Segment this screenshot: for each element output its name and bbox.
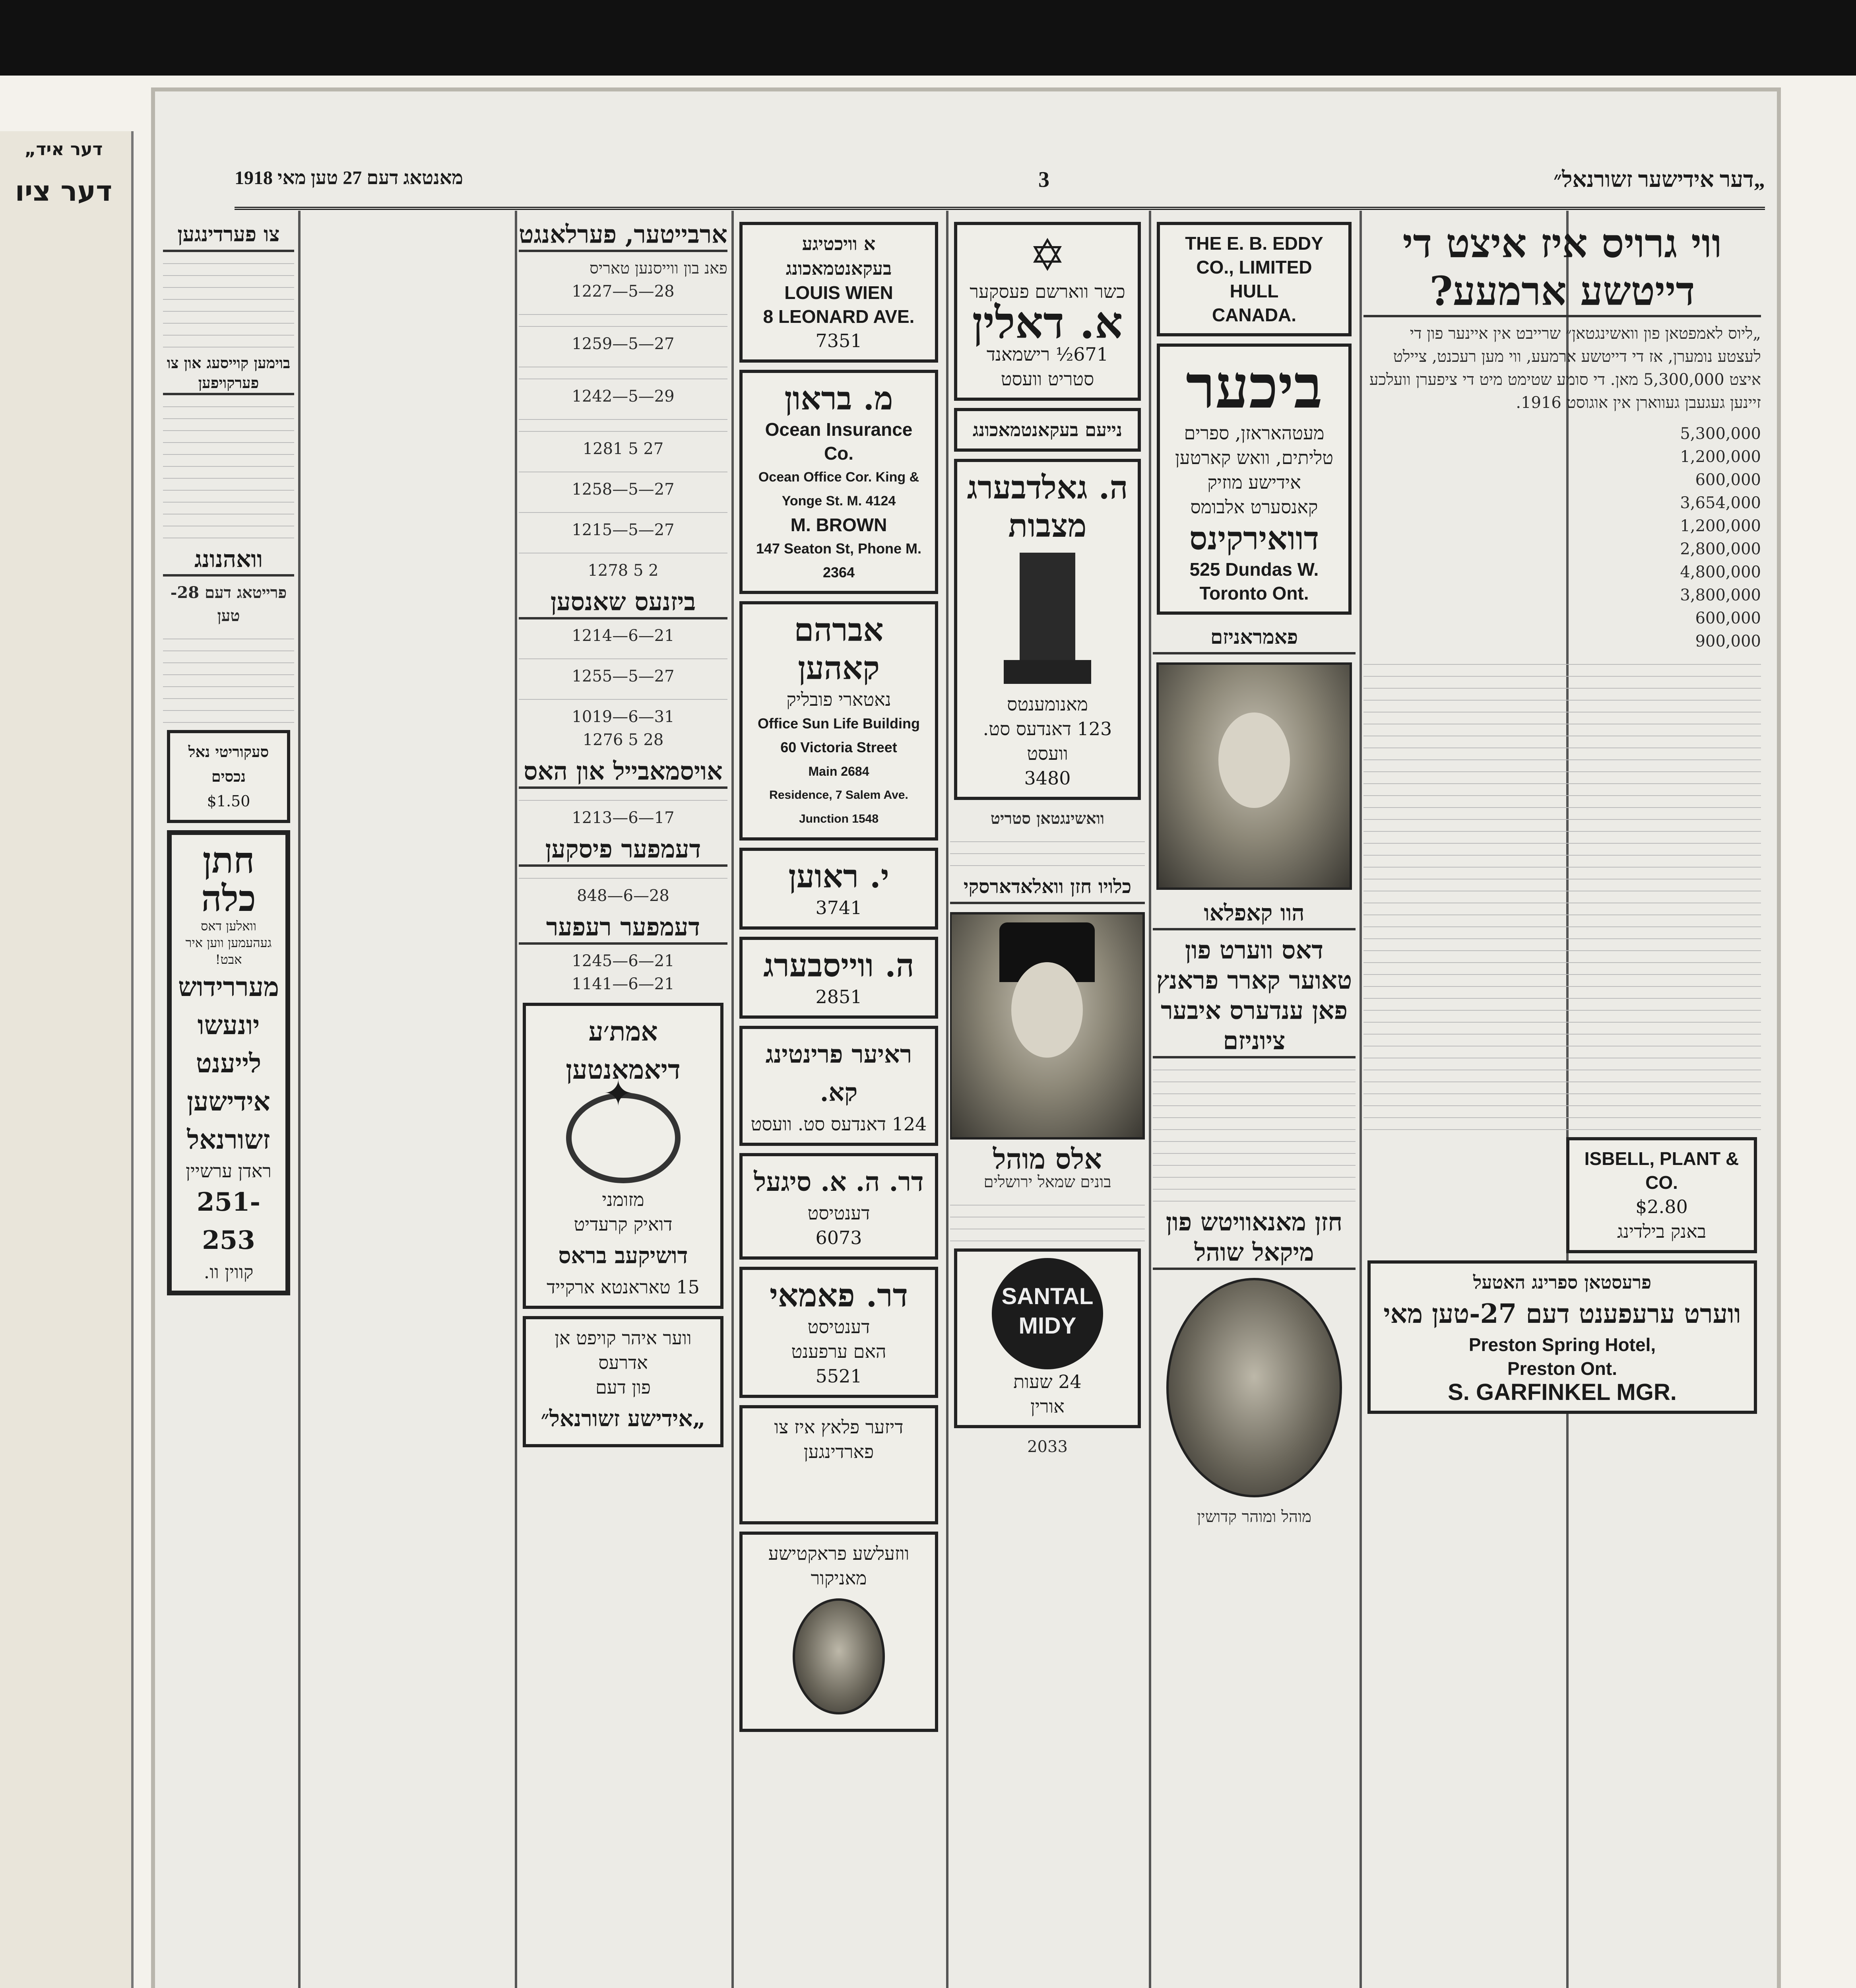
ad-pomerantz-sub: דענטיסט xyxy=(807,1316,870,1338)
ad-diamonds-address: 15 טאראנטא ארקייד xyxy=(547,1276,700,1298)
ad-eddy-line2: CO., LIMITED xyxy=(1196,257,1312,278)
ad-diamonds-shop: דושיקעב בראס xyxy=(558,1242,688,1269)
mohel-face xyxy=(1011,962,1083,1058)
phone-ref: 1141—6—21 xyxy=(572,975,675,993)
ad-wedding-phone: 251-253 xyxy=(196,1187,261,1255)
ad-brown2-title: י. ראוען xyxy=(788,858,889,895)
figure: 600,000 xyxy=(1695,471,1761,489)
ad-preston-town: Preston Ont. xyxy=(1507,1358,1617,1379)
phone-ref: 1258—5—27 xyxy=(572,480,675,499)
bottom-phone: 2033 xyxy=(1027,1438,1068,1456)
ad-brown-name: M. BROWN xyxy=(790,514,887,535)
column-rule xyxy=(946,211,948,1988)
santal-badge xyxy=(992,1258,1103,1369)
column-rule xyxy=(1149,211,1151,1988)
ad-segal-phone: 6073 xyxy=(815,1227,862,1248)
ad-insurance-address: 8 LEONARD AVE. xyxy=(763,306,915,327)
figure: 5,300,000 xyxy=(1680,425,1761,443)
ad-cohen-sub: נאטארי פובליק xyxy=(786,689,891,710)
ad-isbell xyxy=(1566,1137,1757,1253)
page-header xyxy=(235,159,1765,210)
ad-insurance-title: א וויכטיגע בעקאנטמאכונג xyxy=(785,233,892,279)
ad-brown xyxy=(739,370,938,594)
figure: 4,800,000 xyxy=(1680,563,1761,581)
ad-goldberg-title: ה. גאלדבערג xyxy=(967,469,1128,506)
ad-notice-title: נייעם בעקאנטמאכונג xyxy=(972,419,1123,441)
ad-manicure xyxy=(739,1532,938,1732)
ad-pomerantz-phone: 5521 xyxy=(815,1365,862,1387)
ad-dolin xyxy=(954,222,1141,401)
column-rule xyxy=(731,211,734,1988)
ad-isbell-note: באנק בילדינג xyxy=(1617,1221,1707,1242)
mohel-title: אלס מוהל xyxy=(993,1142,1102,1175)
ad-address-line1: ווער איהר קויפט אן אדרעס xyxy=(555,1327,692,1373)
phone-ref: 1213—6—17 xyxy=(572,809,675,827)
ad-vacant-text: דיזער פלאץ איז צו פארדינגען xyxy=(774,1416,904,1462)
ad-goldberg-line1: מצבות xyxy=(1008,507,1087,544)
section-heading: בוימען קוייסעג און צו פערקויפען xyxy=(163,353,294,395)
ad-insurance xyxy=(739,222,938,363)
ad-goldberg-line2: מאנומענטס xyxy=(1007,693,1088,715)
ad-weissberg-phone: 2851 xyxy=(815,986,862,1008)
ad-kosher-line: כשר ווארשם פעסקער xyxy=(970,281,1125,302)
ad-printing-address: 124 דאנדעס סט. וועסט xyxy=(751,1113,927,1135)
ad-manicure-title: ווזעלשע פראקטישע מאניקור xyxy=(768,1543,910,1589)
ad-eddy xyxy=(1157,222,1352,336)
ad-wedding-line4: זשורנאל xyxy=(187,1124,270,1155)
date-line: מאנטאג דעם 27 טען מאי 1918 xyxy=(235,167,463,188)
classified-headline: צו פערדינגען xyxy=(163,219,294,252)
ad-diamonds-sub: מזומני xyxy=(602,1189,644,1210)
ad-security-price: $1.50 xyxy=(207,792,250,810)
column-war-article xyxy=(1363,215,1761,1988)
ad-diamonds xyxy=(523,1003,723,1309)
phone-ref: 1281 5 27 xyxy=(582,440,664,458)
section-heading: אויסמאבייל און האס xyxy=(519,756,727,789)
ad-preston-hotel xyxy=(1367,1260,1757,1414)
page-number: 3 xyxy=(1038,167,1049,192)
ad-brown-address: 147 Seaton St, Phone M. 2364 xyxy=(756,540,922,580)
ad-wedding-title: חתן כלה xyxy=(201,839,256,920)
phone-ref: 1019—6—31 xyxy=(572,708,675,726)
ad-books-line1: מעטהאראזן, ספרים xyxy=(1184,422,1325,444)
column-rule xyxy=(298,211,301,1988)
classified-line: פאנ בון ווייסנען טאריס xyxy=(590,259,727,278)
ad-segal-sub: דענטיסט xyxy=(807,1202,870,1224)
ad-diamonds-title: אמת׳ע דיאמאנטען xyxy=(566,1016,681,1085)
ad-wedding-line5: ראדן ערשיין xyxy=(186,1160,272,1182)
ad-eddy-line3: HULL xyxy=(1230,281,1279,301)
ad-brown2 xyxy=(739,848,938,930)
ad-brown-title: מ. בראון xyxy=(784,380,893,417)
ad-security-box xyxy=(167,730,290,823)
mohel-line: בונים שמאל ירושלים xyxy=(983,1173,1111,1191)
portrait-face xyxy=(1218,712,1290,808)
ad-wedding-line3: אידישען xyxy=(187,1086,270,1117)
article-figures xyxy=(1363,422,1761,653)
santal-hours: 24 שעות xyxy=(1013,1371,1082,1392)
ad-eddy-line4: CANADA. xyxy=(1212,305,1297,325)
ad-segal-title: דר. ה. א. סיגעל xyxy=(754,1166,924,1197)
adjacent-masthead: „דער איד xyxy=(24,139,103,159)
figure: 3,800,000 xyxy=(1680,586,1761,604)
ad-cohen-title: אברהם קאהען xyxy=(794,611,884,687)
column-rule xyxy=(515,211,517,1988)
woman-portrait xyxy=(793,1598,885,1714)
column-rule xyxy=(1360,211,1362,1988)
portrait-caption: הוו קאפלאו xyxy=(1153,898,1356,930)
oval-portrait xyxy=(1166,1278,1342,1497)
ad-cohen-main: Main 2684 xyxy=(808,764,869,779)
ad-books-title: ביכער xyxy=(1186,352,1323,422)
phone-ref: 1255—5—27 xyxy=(572,667,675,685)
monument-icon xyxy=(1020,553,1075,684)
newspaper-page xyxy=(151,87,1781,1988)
ad-address-line3: „אידישע זשורנאל״ xyxy=(541,1406,706,1432)
ad-books-line4: קאנסערט אלבומס xyxy=(1190,496,1318,518)
scanner-top-border xyxy=(0,0,1856,76)
phone-ref: 1242—5—29 xyxy=(572,387,675,406)
phone-ref: 1259—5—27 xyxy=(572,335,675,353)
portrait2-caption: מוהל ומוהר קדושין xyxy=(1197,1508,1311,1526)
column-zionism xyxy=(1153,215,1356,1988)
article2-headline: חזן מאנאוויטש פון מיקאל שוהל xyxy=(1153,1207,1356,1270)
phone-ref: 1227—5—28 xyxy=(572,282,675,301)
ad-insurance-name: LOUIS WIEN xyxy=(784,282,893,303)
section-label: פאמראניזם xyxy=(1153,622,1356,654)
ad-printing xyxy=(739,1026,938,1146)
ad-preston-title: פרעסטאן ספרינג האטעל xyxy=(1473,1272,1652,1293)
section-heading: וואהנונג xyxy=(163,544,294,577)
section-heading: דעמפער פיסקען xyxy=(519,834,727,867)
ad-preston-opening: ווערט ערעפענט דעם 27-טען מאי xyxy=(1383,1298,1741,1329)
portrait-photo xyxy=(1156,662,1352,890)
section-heading: ביזנעס שאנסען xyxy=(519,587,727,619)
phone-ref: 848—6—28 xyxy=(577,887,669,905)
ad-herschel: וואשינגטאן סטריט xyxy=(990,809,1105,828)
santal-sub: MIDY xyxy=(1018,1313,1076,1339)
article-headline: דאס ווערט פון טאוער קארר פראנץ פאן ענדערס איבער ציוניזם xyxy=(1153,935,1356,1058)
ad-security-title: סעקוריטי נאל נכסים xyxy=(188,743,269,785)
santal-caption: אורין xyxy=(1030,1396,1065,1417)
ad-santal xyxy=(954,1248,1141,1428)
phone-ref: 1245—6—21 xyxy=(572,952,675,970)
ad-books-line3: אידישע מוזיק xyxy=(1207,472,1301,493)
ad-printing-title: ראיער פרינטינג קא. xyxy=(765,1040,912,1107)
classified-headline: ארבייטער, פערלאנגט xyxy=(519,219,727,252)
article-headline: ווי גרויס איז איצט די דייטשע ארמעע? xyxy=(1363,219,1761,317)
section-subheading: פרייטאג דעם 28-טען xyxy=(170,583,287,625)
ad-wedding-line2: יונעשו לייענט xyxy=(196,1010,262,1079)
mohel-portrait xyxy=(950,912,1145,1140)
ad-insurance-phone: 7351 xyxy=(815,330,862,351)
figure: 2,800,000 xyxy=(1680,540,1761,558)
santal-brand: SANTAL xyxy=(1001,1283,1094,1309)
ad-wedding xyxy=(167,830,290,1295)
ad-goldberg xyxy=(954,459,1141,800)
article-intro: „ליוס לאמפטאן פון וואשינגטאן״ שרייבט אין איינער פון די לעצטע נומערן, אז די דייטשע ארמעע, ווי מען רעכנט, ציילט איצט 5,300,000 מאן. די סומע שטימט מיט די ציפערן וועלכע זיינען געגעבן געווארן אין אוגוסט 1916. xyxy=(1369,324,1761,412)
adjacent-page-strip xyxy=(0,131,134,1988)
ad-books xyxy=(1157,344,1352,615)
ad-isbell-price: $2.80 xyxy=(1635,1196,1688,1217)
ad-pomerantz-sub2: האם ערפענט xyxy=(791,1341,886,1362)
mohel-caption: כלויו חזן וואלאדארסקי xyxy=(950,872,1145,904)
ad-cohen-building: Office Sun Life Building xyxy=(758,715,920,732)
ad-address-change xyxy=(523,1316,723,1447)
ad-brown-company: Ocean Insurance Co. xyxy=(765,419,913,464)
phone-ref: 1278 5 2 xyxy=(588,561,659,580)
figure: 1,200,000 xyxy=(1680,448,1761,466)
ad-diamonds-line: דואיק קרעדיט xyxy=(574,1213,673,1235)
ad-goldberg-phone: 3480 xyxy=(1024,767,1071,789)
ad-weissberg-title: ה. ווייסבערג xyxy=(763,947,914,984)
ad-books-line2: טליתים, וואש קארטען xyxy=(1175,447,1334,468)
ad-address-line2: פון דעם xyxy=(595,1376,651,1398)
figure: 3,654,000 xyxy=(1680,494,1761,512)
figure: 1,200,000 xyxy=(1680,517,1761,535)
ad-cohen-street: 60 Victoria Street xyxy=(780,739,897,755)
ad-goldberg-address: 123 דאנדעס סט. וועסט xyxy=(983,718,1112,764)
star-of-david-icon: ✡ xyxy=(1029,230,1066,281)
figure: 900,000 xyxy=(1695,632,1761,650)
ad-wedding-line1: מעררידוש xyxy=(178,971,279,1002)
ad-brown2-phone: 3741 xyxy=(815,897,862,918)
column-ads-b xyxy=(735,215,942,1988)
ad-eddy-line1: THE E. B. EDDY xyxy=(1185,233,1323,254)
phone-ref: 1276 5 28 xyxy=(582,731,664,749)
column-classifieds-b xyxy=(163,215,294,1988)
phone-ref: 1215—5—27 xyxy=(572,521,675,539)
ad-vacant xyxy=(739,1405,938,1524)
ad-preston-hotel-name: Preston Spring Hotel, xyxy=(1468,1334,1656,1355)
ad-cohen-junction: Junction 1548 xyxy=(799,812,879,825)
ad-segal xyxy=(739,1153,938,1260)
ad-books-address: 525 Dundas W. Toronto Ont. xyxy=(1189,559,1319,604)
figure: 600,000 xyxy=(1695,609,1761,627)
adjacent-headline: דער ציו xyxy=(15,175,112,208)
section-heading: דעמפער רעפער xyxy=(519,912,727,945)
ad-notice xyxy=(954,408,1141,452)
phone-ref: 1214—6—21 xyxy=(572,627,675,645)
ad-wedding-phone-label: קווין וו. xyxy=(204,1261,254,1283)
ad-cohen-residence: Residence, 7 Salem Ave. xyxy=(769,788,908,802)
ad-books-shop: דוואירקינס xyxy=(1189,520,1319,557)
ad-preston-manager: S. GARFINKEL MGR. xyxy=(1448,1379,1677,1405)
column-ads-a xyxy=(950,215,1145,1988)
ad-isbell-name: ISBELL, PLANT & CO. xyxy=(1584,1148,1739,1193)
ad-cohen xyxy=(739,601,938,841)
ring-icon xyxy=(566,1093,681,1183)
ad-wedding-sub: וואלען דאס געהעמען ווען איר אבט! xyxy=(185,918,272,967)
ad-pomerantz-title: דר. פאמאי xyxy=(769,1277,908,1314)
ad-brown-office: Ocean Office Cor. King & Yonge St. M. 4124 xyxy=(758,470,919,509)
ad-dolin-address: 671½ רישמאנד סטריט וועסט xyxy=(986,344,1109,390)
ad-pomerantz xyxy=(739,1267,938,1398)
masthead: „דער אידישער זשורנאל״ xyxy=(1553,167,1765,192)
ad-weissberg xyxy=(739,937,938,1019)
column-classifieds-a xyxy=(519,215,727,1988)
ad-dolin-title: א. דאלין xyxy=(972,297,1123,348)
